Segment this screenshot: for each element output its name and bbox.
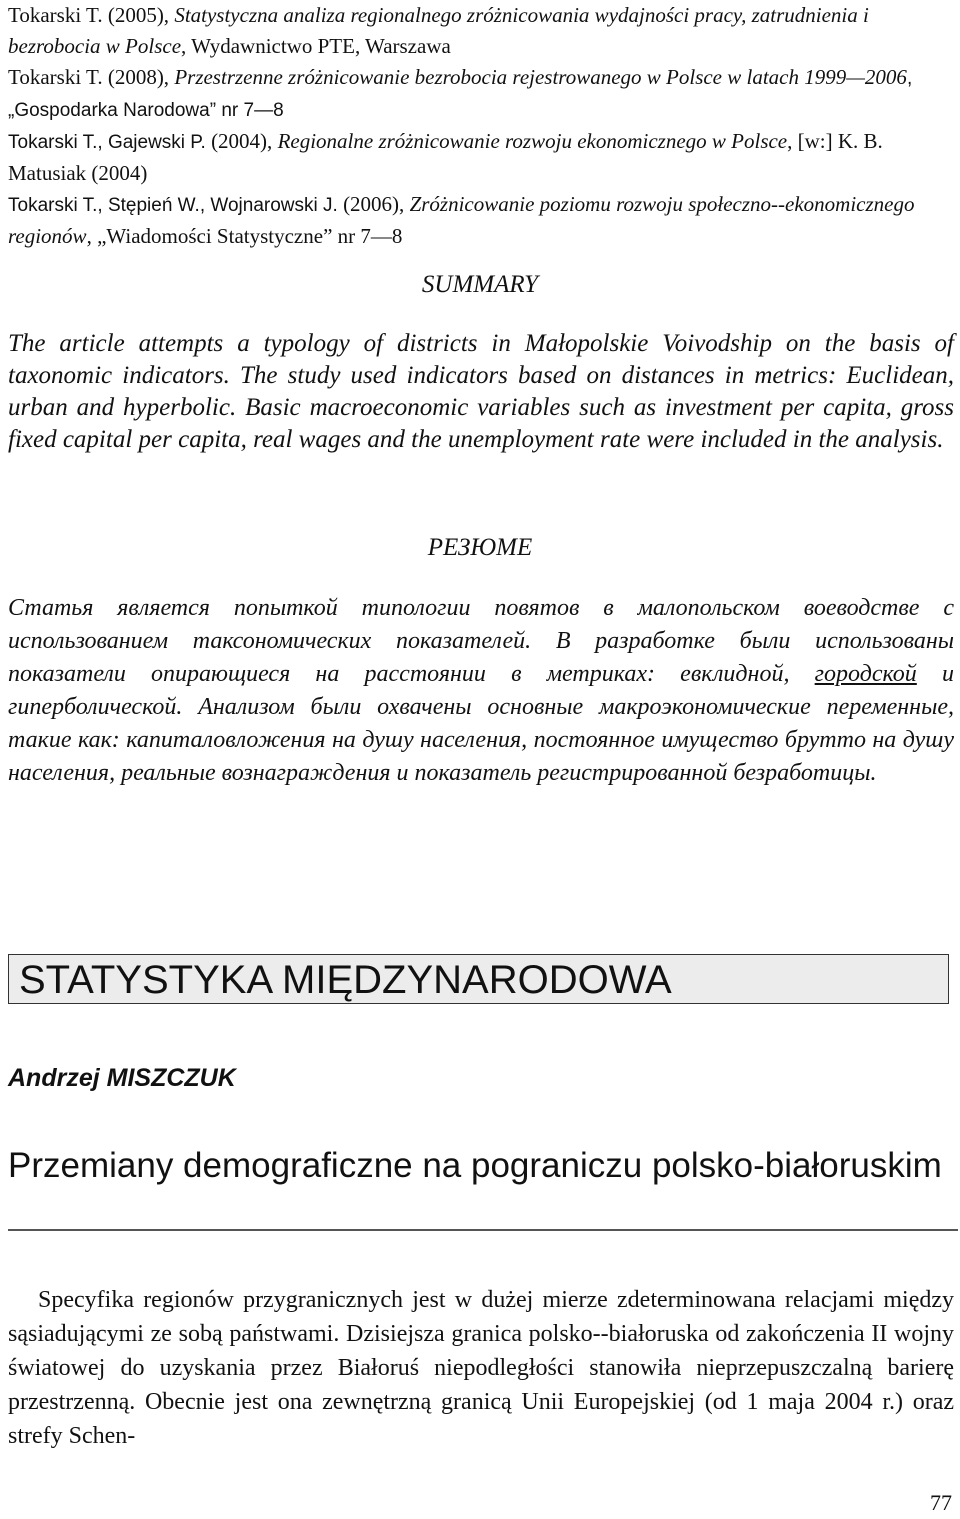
reference-item bbox=[8, 62, 954, 126]
resume-underlined-word: городской bbox=[814, 661, 917, 687]
reference-source: , „Gospodarka Narodowa” nr 7—8 bbox=[8, 68, 913, 121]
reference-year: (2006), bbox=[337, 192, 410, 216]
reference-title: Statystyczna analiza regionalnego zróżnicowania wydajności pracy, zatrudnienia i bezrobocia w Polsce bbox=[8, 3, 869, 58]
summary-text: The article attempts a typology of districts in Małopolskie Voivodship on the basis of taxonomic indicators. The study used indicators based on distances in metrics: Euclidean, urban and hyperbolic. Basic macroeconomic variables such as investment per capita, gross fixed capital per capita, real wages and the unemployment rate were included in the analysis. bbox=[8, 330, 954, 453]
reference-source: , Wydawnictwo PTE, Warszawa bbox=[181, 34, 451, 58]
resume-text bbox=[8, 592, 954, 790]
reference-author: Tokarski T. (2008), bbox=[8, 65, 175, 89]
reference-list bbox=[8, 0, 954, 252]
reference-item bbox=[8, 189, 954, 252]
article-author: Andrzej MISZCZUK bbox=[8, 1064, 236, 1092]
resume-heading: РЕЗЮМЕ bbox=[427, 534, 533, 561]
reference-author: Tokarski T., Gajewski P. bbox=[8, 132, 206, 153]
reference-title: Zróżnicowanie poziomu rozwoju społeczno--ekonomicznego regionów bbox=[8, 192, 915, 248]
resume-text-part: и гиперболической. Анализом были охвачены основные макроэкономические переменные, такие как: капиталовложения на душу населения, постоянное имущество брутто на душу населения, реальные вознаграждения и показатель регистрированной безработицы. bbox=[8, 661, 955, 786]
reference-year: (2004), bbox=[205, 129, 278, 153]
summary-heading: SUMMARY bbox=[421, 271, 539, 298]
reference-title: Przestrzenne zróżnicowanie bezrobocia rejestrowanego w Polsce w latach 1999—2006 bbox=[174, 65, 907, 89]
article-title: Przemiany demograficzne na pograniczu polsko-białoruskim bbox=[8, 1146, 942, 1185]
reference-item bbox=[8, 126, 954, 189]
reference-title: Regionalne zróżnicowanie rozwoju ekonomicznego w Polsce bbox=[277, 129, 788, 153]
section-header: STATYSTYKA MIĘDZYNARODOWA bbox=[8, 954, 949, 1004]
reference-source: , „Wiadomości Statystyczne” nr 7—8 bbox=[86, 224, 403, 248]
article-body-text: Specyfika regionów przygranicznych jest w dużej mierze zdeterminowana relacjami między sąsiadującymi ze sobą państwami. Dzisiejsza granica polsko--białoruska od zakończenia II wojny światowej do uzyskania przez Białoruś niepodległości stanowiła nieprzepuszczalną barierę przestrzenną. Obecnie jest ona zewnętrzną granicą Unii Europejskiej (od 1 maja 2004 r.) oraz strefy Schen- bbox=[8, 1287, 954, 1449]
reference-source: , [w:] K. B. Matusiak (2004) bbox=[8, 129, 883, 185]
reference-author: Tokarski T. (2005), bbox=[8, 3, 175, 27]
reference-author: Tokarski T., Stępień W., Wojnarowski J. bbox=[8, 195, 338, 216]
title-divider bbox=[8, 1229, 958, 1231]
article-body bbox=[8, 1283, 954, 1453]
reference-item bbox=[8, 0, 954, 62]
page-number: 77 bbox=[930, 1490, 952, 1515]
resume-text-part: Статья является попыткой типологии повятов в малопольском воеводстве с использованием таксономических показателей. В разработке были использованы показатели опирающиеся на расстоянии в метриках: евклидной, bbox=[8, 595, 954, 687]
